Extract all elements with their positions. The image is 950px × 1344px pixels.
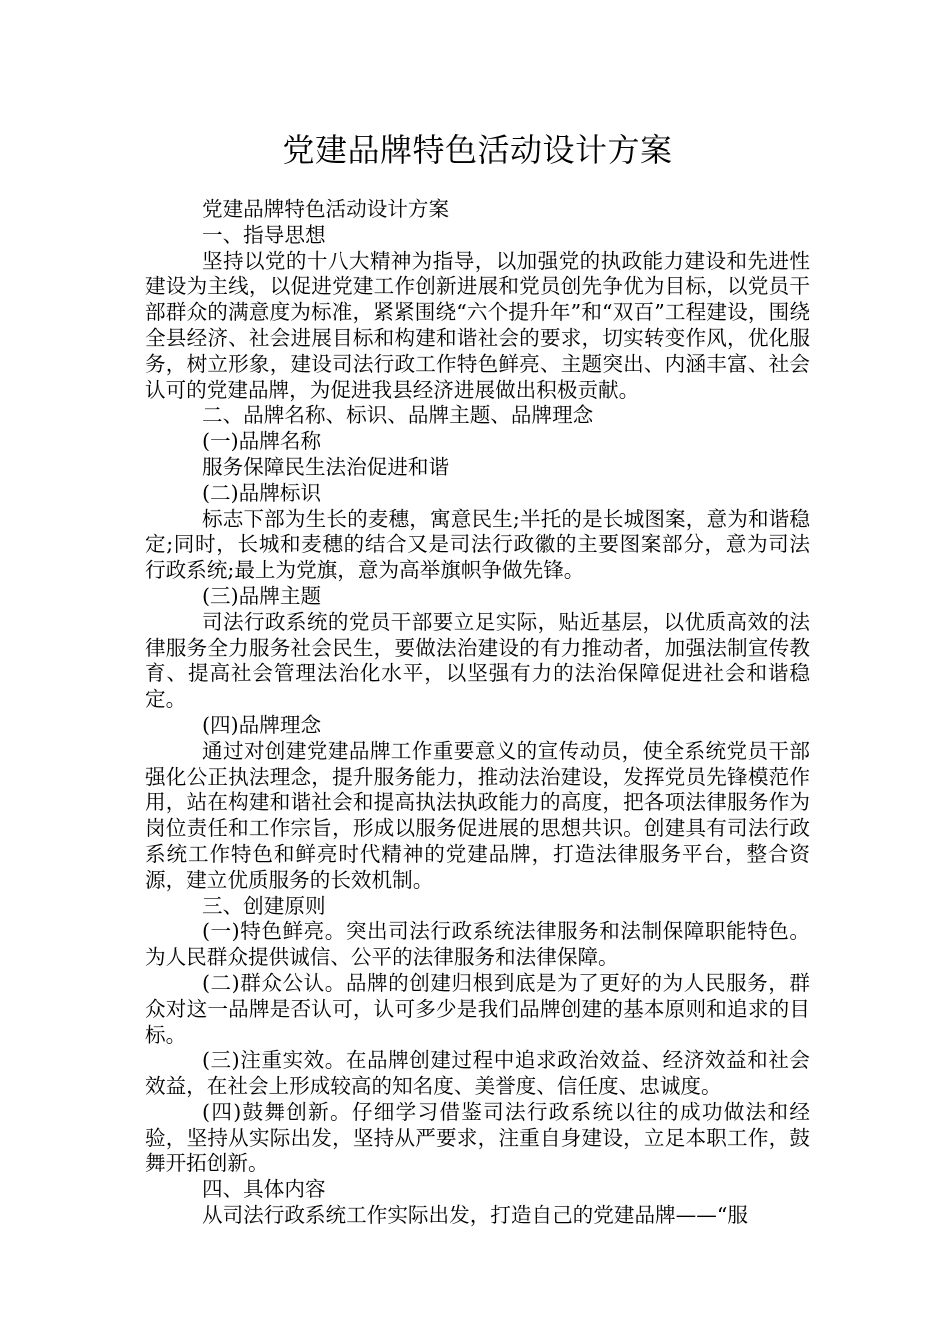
paragraph-principle-3: (三)注重实效。在品牌创建过程中追求政治效益、经济效益和社会效益，在社会上形成较高的知名度、美誉度、信任度、忠诚度。 — [145, 1048, 810, 1099]
document-title: 党建品牌特色活动设计方案 — [282, 131, 673, 169]
paragraph-content: 从司法行政系统工作实际出发，打造自己的党建品牌——“服 — [202, 1203, 748, 1228]
heading-guiding-thought: 一、指导思想 — [202, 222, 326, 247]
paragraph-brand-name: 服务保障民生法治促进和谐 — [202, 454, 450, 479]
paragraph-brand-logo: 标志下部为生长的麦穗，寓意民生;半托的是长城图案，意为和谐稳定;同时，长城和麦穗的结合又是司法行政徽的主要图案部分，意为司法行政系统;最上为党旗，意为高举旗帜争做先锋。 — [145, 506, 810, 583]
subheading-brand-logo: (二)品牌标识 — [202, 480, 322, 505]
paragraph-guiding-thought: 坚持以党的十八大精神为指导，以加强党的执政能力建设和先进性建设为主线，以促进党建工作创新进展和党员创先争优为目标，以党员干部群众的满意度为标准，紧紧围绕“六个提升年”和“双百”工程建设，围绕全县经济、社会进展目标和构建和谐社会的要求，切实转变作风，优化服务，树立形象，建设司法行政工作特色鲜亮、主题突出、内涵丰富、社会认可的党建品牌，为促进我县经济进展做出积极贡献。 — [145, 248, 810, 402]
subheading-brand-concept: (四)品牌理念 — [202, 712, 322, 737]
paragraph-subtitle: 党建品牌特色活动设计方案 — [202, 197, 450, 221]
paragraph-principle-4: (四)鼓舞创新。仔细学习借鉴司法行政系统以往的成功做法和经验，坚持从实际出发，坚持从严要求，注重自身建设，立足本职工作，鼓舞开拓创新。 — [145, 1099, 810, 1176]
document-page — [145, 0, 810, 1344]
heading-brand: 二、品牌名称、标识、品牌主题、品牌理念 — [202, 403, 594, 428]
subheading-brand-theme: (三)品牌主题 — [202, 583, 322, 608]
document-body — [145, 197, 810, 1229]
heading-content: 四、具体内容 — [202, 1177, 326, 1202]
paragraph-brand-concept: 通过对创建党建品牌工作重要意义的宣传动员，使全系统党员干部强化公正执法理念，提升服务能力，推动法治建设，发挥党员先锋模范作用，站在构建和谐社会和提高执法执政能力的高度，把各项法律服务作为岗位责任和工作宗旨，形成以服务促进展的思想共识。创建具有司法行政系统工作特色和鲜亮时代精神的党建品牌，打造法律服务平台，整合资源，建立优质服务的长效机制。 — [145, 738, 810, 892]
heading-principles: 三、创建原则 — [202, 893, 326, 918]
paragraph-brand-theme: 司法行政系统的党员干部要立足实际，贴近基层，以优质高效的法律服务全力服务社会民生，要做法治建设的有力推动者，加强法制宣传教育、提高社会管理法治化水平，以坚强有力的法治保障促进社会和谐稳定。 — [145, 609, 810, 712]
paragraph-principle-2: (二)群众公认。品牌的创建归根到底是为了更好的为人民服务，群众对这一品牌是否认可，认可多少是我们品牌创建的基本原则和追求的目标。 — [145, 970, 810, 1047]
paragraph-principle-1: (一)特色鲜亮。突出司法行政系统法律服务和法制保障职能特色。为人民群众提供诚信、公平的法律服务和法律保障。 — [145, 919, 810, 970]
subheading-brand-name: (一)品牌名称 — [202, 429, 322, 454]
